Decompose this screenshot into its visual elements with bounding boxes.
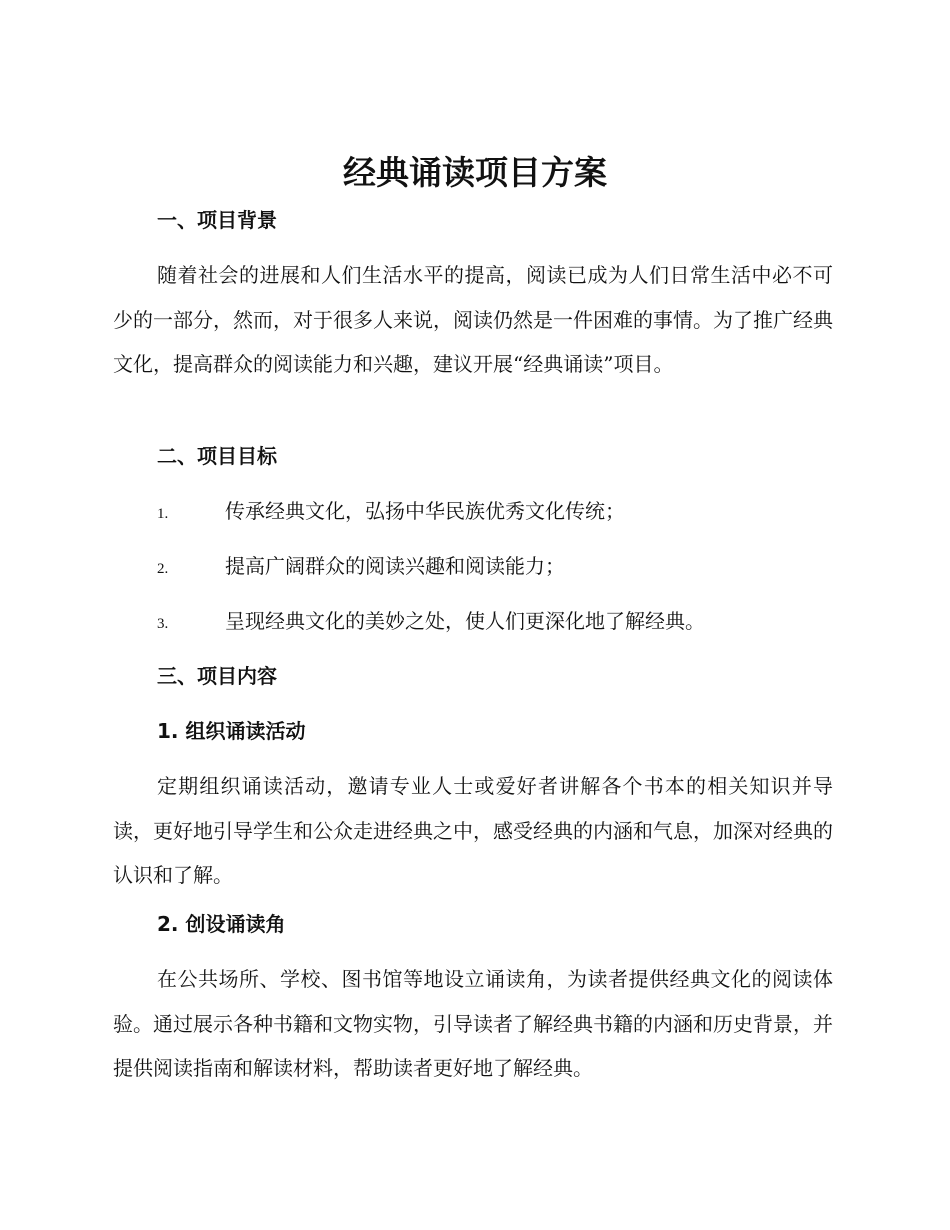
section-heading-background: 一、项目背景 [157,208,277,232]
goal-list-item [157,607,705,638]
goal-list-item [157,497,625,528]
background-paragraph: 随着社会的进展和人们生活水平的提高，阅读已成为人们日常生活中必不可少的一部分，然而，对于很多人来说，阅读仍然是一件困难的事情。为了推广经典文化，提高群众的阅读能力和兴趣，建议开展“经典诵读”项目。 [113,263,833,376]
list-number: 3. [157,616,169,632]
list-item-text: 呈现经典文化的美妙之处，使人们更深化地了解经典。 [225,609,705,633]
list-number: 1. [157,506,169,522]
section-heading-goals: 二、项目目标 [157,444,277,468]
list-item-text: 提高广阔群众的阅读兴趣和阅读能力； [225,554,565,578]
subsection-heading-reading-corner: 2. 创设诵读角 [157,912,286,936]
document-title: 经典诵读项目方案 [343,153,607,192]
section-heading-content: 三、项目内容 [157,664,277,688]
list-number: 2. [157,561,169,577]
list-item-text: 传承经典文化，弘扬中华民族优秀文化传统； [225,499,625,523]
reading-corner-paragraph: 在公共场所、学校、图书馆等地设立诵读角，为读者提供经典文化的阅读体验。通过展示各种书籍和文物实物，引导读者了解经典书籍的内涵和历史背景，并提供阅读指南和解读材料，帮助读者更好地了解经典。 [113,967,833,1080]
subsection-heading-activities: 1. 组织诵读活动 [157,719,306,743]
activities-paragraph: 定期组织诵读活动，邀请专业人士或爱好者讲解各个书本的相关知识并导读，更好地引导学生和公众走进经典之中，感受经典的内涵和气息，加深对经典的认识和了解。 [113,774,833,887]
goal-list-item [157,552,565,583]
